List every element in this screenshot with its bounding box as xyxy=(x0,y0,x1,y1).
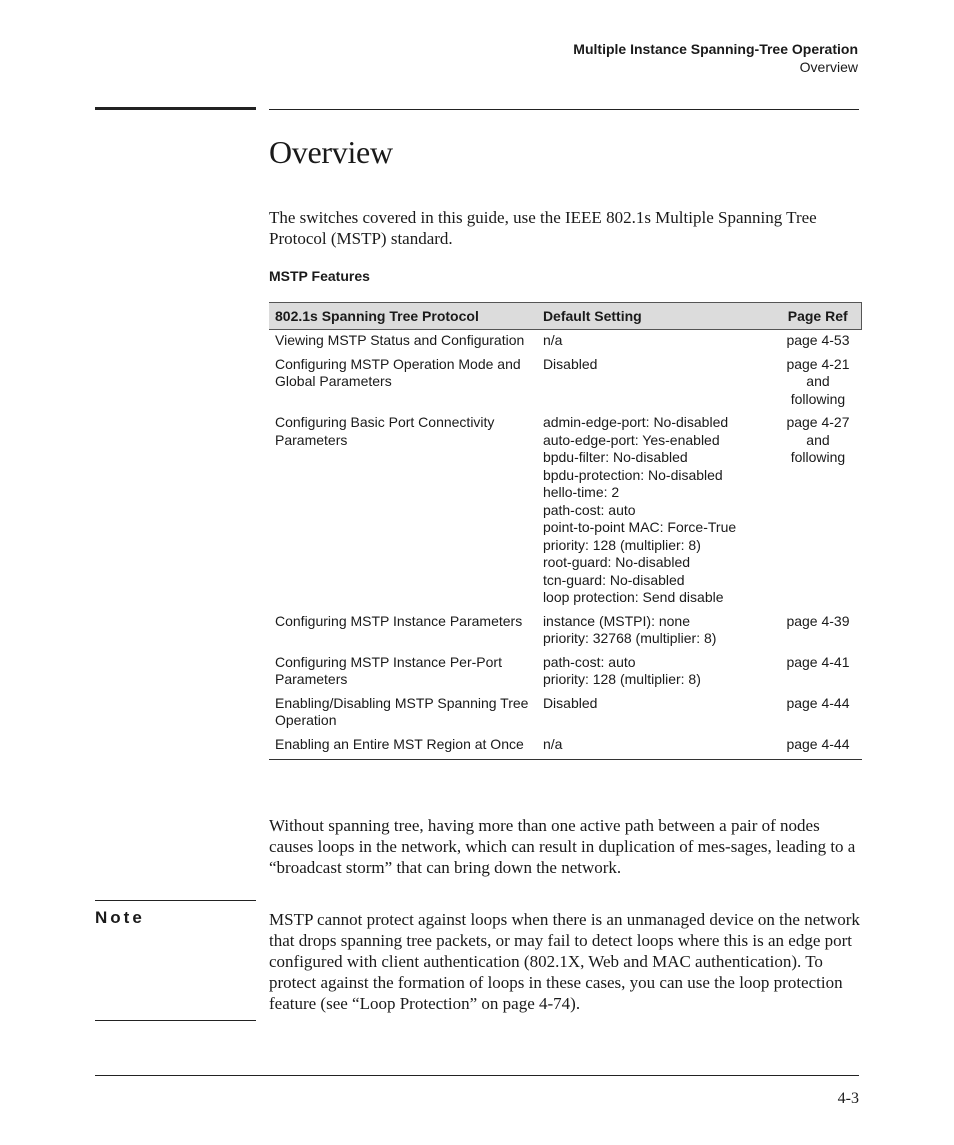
cell-page-ref: page 4-53 xyxy=(786,332,850,348)
cell-protocol: Enabling an Entire MST Region at Once xyxy=(269,734,537,760)
cell-page-ref: page 4-27 and following xyxy=(786,414,850,465)
cell-page-ref: page 4-44 xyxy=(786,694,850,711)
default-setting-line: n/a xyxy=(542,332,563,348)
default-setting-line: path-cost: auto xyxy=(542,501,636,518)
cell-page-ref: page 4-41 xyxy=(786,653,850,670)
cell-default-setting xyxy=(537,354,775,413)
note-text: MSTP cannot protect against loops when there is an unmanaged device on the network that drops spanning tree packets, or may fail to detect loops where this is an edge port configured with client authentication (802.1X, Web and MAC authentication). To protect against the formation of loops in these cases, you can use the loop protection feature (see “Loop Protection” on page 4-74). xyxy=(269,910,860,1013)
header-default-setting: Default Setting xyxy=(537,303,775,330)
header-page-ref: Page Ref xyxy=(774,303,861,330)
mstp-features-table xyxy=(269,302,862,760)
note-label: Note xyxy=(95,908,145,927)
cell-protocol: Configuring MSTP Instance Parameters xyxy=(275,612,523,629)
running-head-title: Multiple Instance Spanning-Tree Operation xyxy=(573,41,858,57)
default-setting-line: loop protection: Send disable xyxy=(542,589,724,605)
table-header-row xyxy=(269,303,862,330)
default-setting-line: bpdu-filter: No-disabled xyxy=(542,449,688,465)
cell-protocol: Configuring MSTP Operation Mode and Global Parameters xyxy=(275,355,521,389)
table-row xyxy=(269,734,862,760)
cell-page-ref: page 4-21 and following xyxy=(786,355,850,407)
table-row xyxy=(269,412,862,611)
section-rule-right xyxy=(269,109,859,110)
default-setting-line: hello-time: 2 xyxy=(542,484,620,500)
section-rule-left xyxy=(95,107,256,110)
table-caption: MSTP Features xyxy=(269,268,370,284)
page-number: 4-3 xyxy=(837,1090,859,1107)
cell-default-setting xyxy=(537,412,775,611)
intro-paragraph: The switches covered in this guide, use the IEEE 802.1s Multiple Spanning Tree Protocol (MSTP) standard. xyxy=(269,208,817,248)
running-head xyxy=(573,40,858,76)
default-setting-line: admin-edge-port: No-disabled xyxy=(542,414,729,430)
default-setting-line: n/a xyxy=(542,735,563,752)
table-row xyxy=(269,330,862,354)
table-body xyxy=(269,330,862,760)
note-rule-bottom xyxy=(95,1020,256,1021)
footer-rule xyxy=(95,1075,859,1076)
running-head-subtitle: Overview xyxy=(799,59,858,75)
loop-explanation-paragraph: Without spanning tree, having more than one active path between a pair of nodes causes loops in the network, which can result in duplication of mes-sages, leading to a “broadcast storm” that can bring down the network. xyxy=(269,816,856,877)
default-setting-line: path-cost: auto xyxy=(542,653,636,670)
note-rule-top xyxy=(95,900,256,901)
cell-page-ref: page 4-44 xyxy=(774,734,861,760)
default-setting-line: auto-edge-port: Yes-enabled xyxy=(542,431,720,448)
table-row xyxy=(269,354,862,413)
cell-default-setting xyxy=(537,734,775,760)
default-setting-line: priority: 128 (multiplier: 8) xyxy=(542,671,701,687)
cell-default-setting xyxy=(537,693,775,734)
cell-page-ref: page 4-39 xyxy=(786,612,850,629)
cell-default-setting xyxy=(537,330,775,354)
default-setting-line: bpdu-protection: No-disabled xyxy=(542,466,723,483)
table-row xyxy=(269,652,862,693)
header-protocol: 802.1s Spanning Tree Protocol xyxy=(269,303,537,330)
table-row xyxy=(269,611,862,652)
table-row xyxy=(269,693,862,734)
page-title: Overview xyxy=(269,134,393,170)
default-setting-line: Disabled xyxy=(542,694,598,711)
default-setting-line: root-guard: No-disabled xyxy=(542,554,691,570)
default-setting-line: priority: 32768 (multiplier: 8) xyxy=(542,630,717,646)
default-setting-line: priority: 128 (multiplier: 8) xyxy=(542,536,701,553)
cell-protocol: Configuring MSTP Instance Per-Port Parameters xyxy=(275,653,502,687)
cell-protocol: Configuring Basic Port Connectivity Parameters xyxy=(275,414,495,448)
cell-default-setting xyxy=(537,652,775,693)
default-setting-line: tcn-guard: No-disabled xyxy=(542,571,685,588)
default-setting-line: instance (MSTPI): none xyxy=(542,612,690,629)
cell-protocol: Enabling/Disabling MSTP Spanning Tree Operation xyxy=(275,694,529,728)
default-setting-line: Disabled xyxy=(542,355,598,372)
cell-default-setting xyxy=(537,611,775,652)
default-setting-line: point-to-point MAC: Force-True xyxy=(542,519,737,535)
cell-protocol: Viewing MSTP Status and Configuration xyxy=(275,332,525,348)
